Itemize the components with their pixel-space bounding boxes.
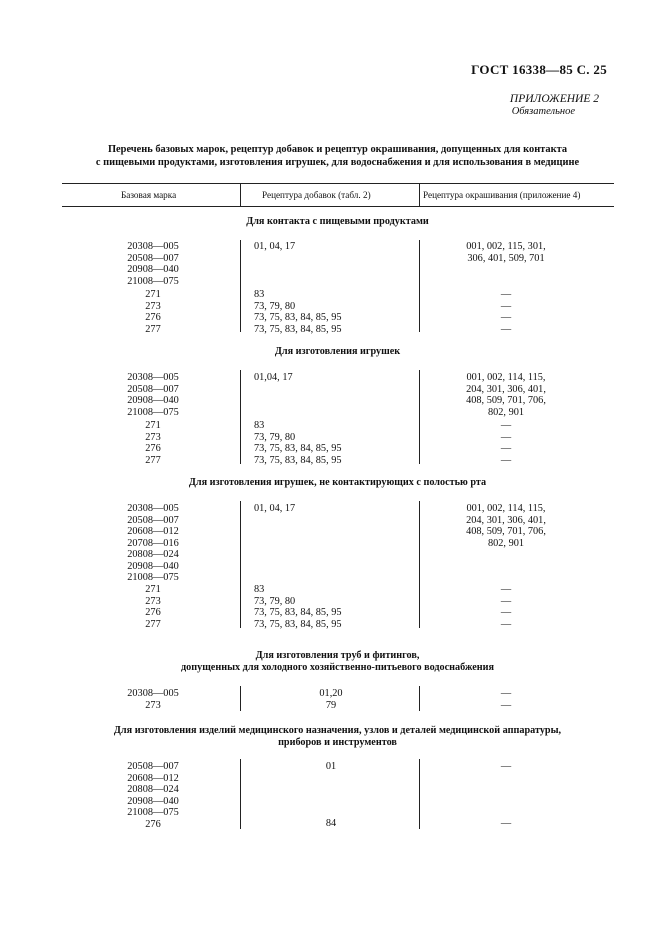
additive-list: 83 73, 79, 80 73, 75, 83, 84, 85, 95 73, 75, 83, 84, 85, 95 (254, 584, 342, 630)
grade-list: 271 273 276 277 (145, 584, 161, 630)
coloring-list: — — (500, 688, 512, 711)
grade-list: 20508—007 20608—012 20808—024 20908—040 21008—075 276 (127, 761, 179, 830)
additive-list: 83 73, 79, 80 73, 75, 83, 84, 85, 95 73, 75, 83, 84, 85, 95 (254, 420, 342, 466)
column-divider (419, 759, 420, 829)
coloring-cell: — (500, 818, 512, 829)
grade-list: 271 273 276 277 (145, 420, 161, 466)
table-top-rule (62, 183, 614, 184)
grade-list: 20308—005 20508—007 20908—040 21008—075 (127, 241, 179, 287)
coloring-list: — — — — (500, 420, 512, 466)
table-header-rule (62, 206, 614, 207)
coloring-cell: 001, 002, 114, 115, 204, 301, 306, 401, 408, 509, 701, 706, 802, 901 (466, 372, 546, 418)
grade-list: 271 273 276 277 (145, 289, 161, 335)
coloring-cell: — (500, 761, 512, 772)
column-divider (419, 686, 420, 711)
table-row: 20308—005 273 (127, 688, 179, 711)
header-divider-2 (419, 183, 420, 206)
section-title: Для изготовления игрушек (274, 346, 401, 357)
column-header-grade: Базовая марка (121, 190, 177, 200)
column-divider (240, 686, 241, 711)
column-header-additives: Рецептура добавок (табл. 2) (262, 190, 371, 200)
title-line-2: с пищевыми продуктами, изготовления игрушек, для водоснабжения и для использования в медицине (95, 156, 580, 168)
additive-list: 83 73, 79, 80 73, 75, 83, 84, 85, 95 73, 75, 83, 84, 85, 95 (254, 289, 342, 335)
grade-list: 20308—005 20508—007 20908—040 21008—075 (127, 372, 179, 418)
column-divider (419, 370, 420, 464)
coloring-cell: 001, 002, 115, 301, 306, 401, 509, 701 (466, 241, 546, 264)
header-divider-1 (240, 183, 241, 206)
appendix-label: ПРИЛОЖЕНИЕ 2 (509, 93, 599, 105)
grade-list: 20308—005 20508—007 20608—012 20708—016 20808—024 20908—040 21008—075 (127, 503, 179, 583)
section-title: Для контакта с пищевыми продуктами (246, 216, 429, 227)
column-divider (419, 501, 420, 628)
appendix-status: Обязательное (511, 106, 575, 117)
column-divider (240, 759, 241, 829)
section-title: Для изготовления изделий медицинского назначения, узлов и деталей медицинской аппаратуры, приборов и инструментов (113, 725, 562, 748)
document-title (60, 144, 615, 169)
additive-cell: 01, 04, 17 (254, 241, 296, 252)
page-header: ГОСТ 16338—85 С. 25 (471, 62, 607, 77)
title-line-1: Перечень базовых марок, рецептур добавок и рецептур окрашивания, допущенных для контакта (107, 144, 568, 155)
section-title: Для изготовления труб и фитингов, допущенных для холодного хозяйственно-питьевого водоснабжения (181, 650, 494, 673)
additive-cell: 84 (325, 818, 337, 829)
coloring-list: — — — — (500, 584, 512, 630)
additive-cell: 01 (325, 761, 337, 772)
column-header-coloring: Рецептура окрашивания (приложение 4) (423, 190, 581, 200)
additive-list: 01,20 79 (319, 688, 343, 711)
column-divider (240, 240, 241, 332)
coloring-cell: 001, 002, 114, 115, 204, 301, 306, 401, 408, 509, 701, 706, 802, 901 (466, 503, 546, 549)
column-divider (240, 370, 241, 464)
additive-cell: 01, 04, 17 (254, 503, 296, 514)
coloring-list: — — — — (500, 289, 512, 335)
section-title: Для изготовления игрушек, не контактирующих с полостью рта (188, 477, 487, 488)
additive-cell: 01,04, 17 (254, 372, 293, 383)
column-divider (240, 501, 241, 628)
column-divider (419, 240, 420, 332)
